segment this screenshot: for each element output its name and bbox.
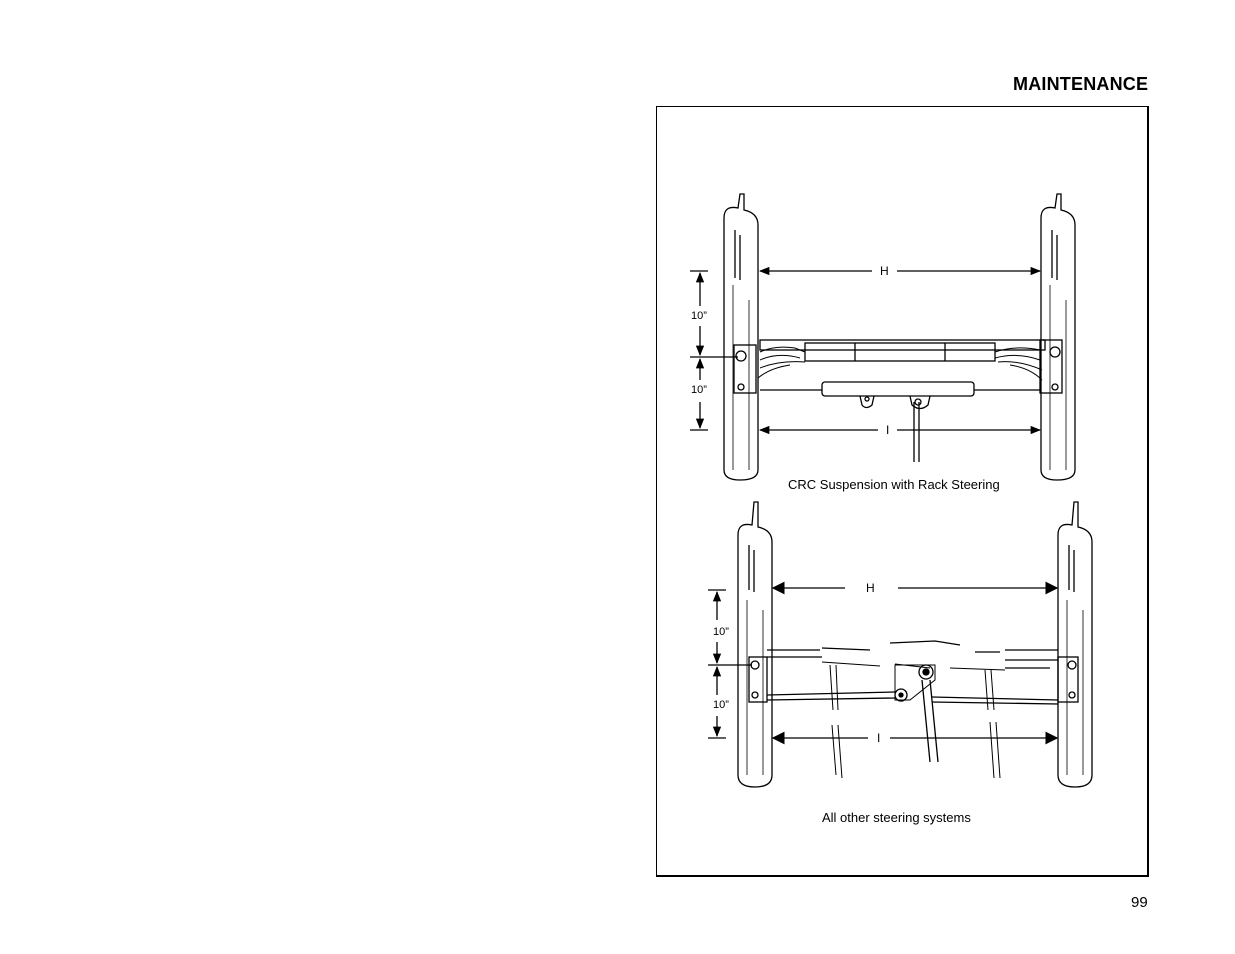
- bottom-width-label-i: I: [877, 731, 881, 745]
- section-title: MAINTENANCE: [1013, 74, 1149, 94]
- page-number: 99: [1131, 894, 1148, 911]
- top-diagram: [690, 194, 1075, 480]
- top-dim-lower-label: 10”: [691, 384, 707, 396]
- bottom-dim-lower-label: 10”: [713, 699, 729, 711]
- bottom-diagram: [708, 502, 1092, 787]
- top-dim-upper-label: 10”: [691, 310, 707, 322]
- top-figure-caption: CRC Suspension with Rack Steering: [788, 477, 1000, 492]
- bottom-figure-caption: All other steering systems: [822, 810, 971, 825]
- top-width-label-i: I: [886, 423, 890, 437]
- left-ski-top: [724, 194, 758, 480]
- bottom-dim-upper-label: 10”: [713, 626, 729, 638]
- bottom-width-label-h: H: [866, 581, 875, 595]
- top-width-label-h: H: [880, 264, 889, 278]
- right-ski-bottom: [1058, 502, 1092, 787]
- right-ski-top: [1041, 194, 1075, 480]
- left-ski-bottom: [738, 502, 772, 787]
